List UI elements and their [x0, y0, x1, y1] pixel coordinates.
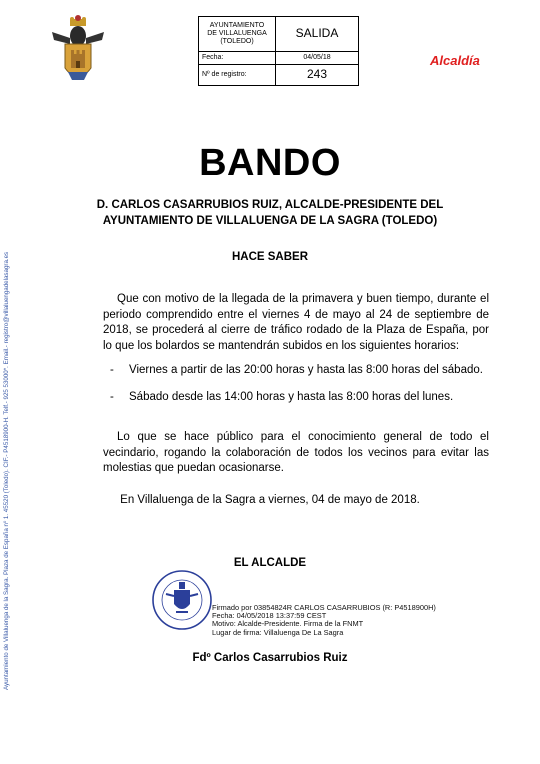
coat-of-arms-crest	[48, 14, 108, 90]
heading-line1: D. CARLOS CASARRUBIOS RUIZ, ALCALDE-PRESIDENTE DEL	[96, 199, 444, 211]
institution-line2: DE VILLALUENGA	[207, 30, 267, 38]
hace-saber-heading: HACE SABER	[231, 251, 309, 263]
place-and-date: En Villaluenga de la Sagra a viernes, 04 de mayo de 2018.	[120, 494, 420, 506]
institution-line3: (TOLEDO)	[220, 37, 254, 45]
signature-line: Motivo: Alcalde-Presidente. Firma de la FNMT	[212, 619, 364, 629]
registry-number-value: 243	[276, 64, 359, 85]
office-label: Alcaldía	[430, 53, 480, 68]
registry-direction: SALIDA	[276, 17, 359, 52]
digital-signature-block	[212, 604, 436, 637]
signed-by: Fdº Carlos Casarrubios Ruiz	[192, 652, 348, 664]
registry-institution	[199, 17, 276, 52]
signer-role: EL ALCALDE	[233, 557, 307, 569]
closing-paragraph: Lo que se hace público para el conocimiento general de todo el vecindario, rogando la colaboración de todos los vecinos para evitar las molestias que puedan ocasionarse.	[103, 431, 489, 474]
registry-number-label: Nº de registro:	[199, 64, 276, 85]
heading-line2: AYUNTAMIENTO DE VILLALUENGA DE LA SAGRA (TOLEDO)	[102, 215, 438, 227]
bullet-dash: -	[110, 364, 114, 376]
document-title: BANDO	[199, 142, 341, 184]
registry-stamp	[198, 16, 359, 86]
announcement-paragraph: Que con motivo de la llegada de la primavera y buen tiempo, durante el periodo comprendido entre el viernes 4 de mayo al 24 de septiembre de 2018, se procederá al cierre de tráfico rodado de la Plaza de España, por lo que los bolardos se mantendrán subidos en los siguientes horarios:	[103, 293, 489, 352]
municipal-seal	[150, 568, 214, 632]
institution-line1: AYUNTAMIENTO	[209, 22, 265, 30]
signature-line: Fecha: 04/05/2018 13:37:59 CEST	[212, 611, 327, 621]
schedule-item	[110, 391, 453, 403]
document-heading	[60, 197, 480, 229]
schedule-item-text: Sábado desde las 14:00 horas y hasta las 8:00 horas del lunes.	[129, 391, 454, 403]
schedule-item	[110, 364, 483, 376]
side-contact-text: Ayuntamiento de Villaluenga de la Sagra. Plaza de España nº 1. 45520 (Toledo). CIF.- P4518900-H. Telf.- 925 53000*. Email.- registro@villaluengadelasagra.es	[3, 251, 10, 690]
signature-line: Lugar de firma: Villaluenga De La Sagra	[212, 627, 344, 637]
bullet-dash: -	[110, 391, 114, 403]
registry-date-label: Fecha:	[199, 52, 276, 65]
registry-date-value: 04/05/18	[276, 52, 359, 65]
schedule-item-text: Viernes a partir de las 20:00 horas y hasta las 8:00 horas del sábado.	[129, 364, 483, 376]
signature-line: Firmado por 03854824R CARLOS CASARRUBIOS (R: P4518900H)	[212, 603, 436, 612]
